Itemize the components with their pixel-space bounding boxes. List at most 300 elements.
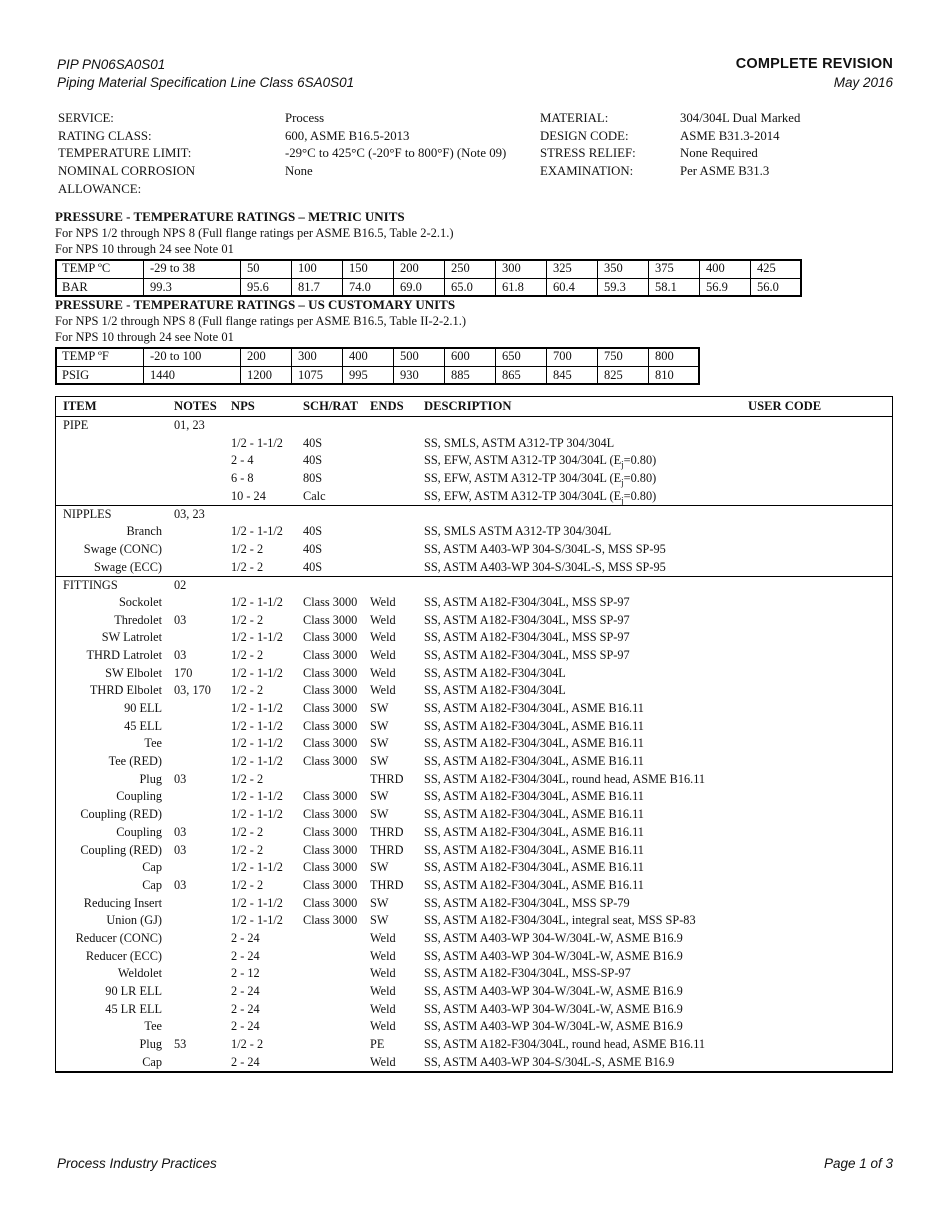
user-code-cell — [748, 948, 892, 966]
nps-cell: 2 - 24 — [231, 930, 260, 945]
spec-row — [56, 948, 892, 966]
ends-cell: Weld — [370, 930, 396, 945]
nps-cell: 2 - 12 — [231, 966, 260, 981]
user-code-cell — [748, 435, 892, 453]
spec-row — [56, 488, 892, 506]
item-cell: Coupling (RED) — [80, 842, 162, 857]
sch-rat-cell: Class 3000 — [303, 877, 358, 892]
value-cell: 300 — [292, 348, 343, 367]
value-cell: 930 — [394, 366, 445, 385]
nps-cell: 1/2 - 1-1/2 — [231, 594, 283, 609]
spec-row — [56, 1001, 892, 1019]
item-cell: Cap — [142, 877, 162, 892]
item-cell: Reducer (ECC) — [85, 948, 162, 963]
description-cell: SS, ASTM A403-WP 304-W/304L-W, ASME B16.9 — [424, 948, 683, 963]
notes-cell — [166, 895, 228, 913]
item-cell: Sockolet — [118, 594, 162, 609]
nps-cell: 2 - 24 — [231, 984, 260, 998]
spec-row — [56, 452, 892, 470]
notes-cell — [166, 930, 228, 948]
user-code-cell — [748, 718, 892, 736]
ends-cell: Weld — [370, 630, 396, 645]
value-cell: 400 — [700, 260, 751, 279]
value-cell: 69.0 — [394, 278, 445, 297]
desc-cell — [424, 417, 748, 435]
info-value: -29°C to 425°C (-20°F to 800°F) (Note 09) — [285, 146, 507, 161]
user-code-cell — [748, 965, 892, 983]
description-cell: SS, ASTM A182-F304/304L, MSS SP-79 — [424, 895, 630, 910]
column-header-user-code: USER CODE — [748, 399, 822, 413]
sch-rat-cell: 40S — [303, 524, 323, 539]
us-ratings-title: PRESSURE - TEMPERATURE RATINGS – US CUSTOMARY UNITS — [55, 297, 456, 312]
spec-row — [56, 1054, 892, 1072]
ends-cell: Weld — [370, 948, 396, 963]
sch-rat-cell: Class 3000 — [303, 665, 358, 680]
notes-cell: 03 — [174, 824, 187, 839]
item-cell: Swage (CONC) — [83, 541, 162, 556]
value-cell: 95.6 — [241, 278, 292, 297]
item-cell: Weldolet — [117, 966, 162, 981]
revision-date: May 2016 — [833, 74, 893, 90]
user-code-cell — [748, 559, 892, 577]
column-header-description: DESCRIPTION — [424, 399, 512, 413]
sch-rat-cell: Class 3000 — [303, 718, 358, 733]
value-cell: 650 — [496, 348, 547, 367]
info-value: None — [285, 164, 313, 179]
item-cell: 45 LR ELL — [105, 1001, 162, 1016]
doc-header — [57, 56, 893, 91]
section-name: FITTINGS — [63, 578, 118, 593]
value-cell: 1200 — [241, 366, 292, 385]
temp-row — [56, 260, 802, 279]
value-cell: -29 to 38 — [144, 260, 241, 279]
description-cell: SS, ASTM A182-F304/304L, ASME B16.11 — [424, 877, 644, 892]
doc-title: Piping Material Specification Line Class 6SA0S01 — [57, 74, 355, 90]
notes-cell — [166, 859, 228, 877]
sch-cell — [298, 577, 370, 595]
sch-rat-cell: Class 3000 — [303, 594, 358, 609]
description-cell: SS, ASTM A182-F304/304L, ASME B16.11 — [424, 736, 644, 751]
sch-rat-cell: Class 3000 — [303, 913, 358, 928]
sch-rat-cell — [298, 930, 370, 948]
user-code-cell — [748, 895, 892, 913]
section-row — [56, 576, 892, 594]
value-cell: 61.8 — [496, 278, 547, 297]
sch-rat-cell: Class 3000 — [303, 842, 358, 857]
value-cell: 400 — [343, 348, 394, 367]
description-cell: SS, ASTM A182-F304/304L, ASME B16.11 — [424, 807, 644, 822]
user-code-cell — [748, 1018, 892, 1036]
notes-cell — [166, 912, 228, 930]
nps-cell: 1/2 - 1-1/2 — [231, 754, 283, 769]
description-cell: SS, ASTM A403-WP 304-S/304L-S, MSS SP-95 — [424, 559, 666, 574]
section-name: PIPE — [63, 418, 89, 432]
item-cell: Coupling (RED) — [80, 807, 162, 822]
description-cell: SS, ASTM A182-F304/304L — [424, 683, 566, 698]
description-cell: SS, ASTM A182-F304/304L — [424, 665, 566, 680]
description-cell: SS, ASTM A182-F304/304L, MSS SP-97 — [424, 630, 630, 645]
sch-rat-cell: 80S — [303, 471, 323, 486]
spec-row — [56, 665, 892, 683]
user-code-cell — [748, 700, 892, 718]
user-code-cell — [748, 612, 892, 630]
value-cell: 99.3 — [144, 278, 241, 297]
item-cell: Coupling — [116, 824, 162, 839]
spec-row — [56, 788, 892, 806]
ends-cell: Weld — [370, 683, 396, 698]
nps-cell: 1/2 - 2 — [231, 541, 264, 556]
spec-row — [56, 983, 892, 1001]
user-code-cell — [748, 541, 892, 559]
spec-row — [56, 629, 892, 647]
nps-cell — [228, 506, 298, 524]
nps-cell: 1/2 - 2 — [231, 683, 264, 698]
sch-rat-cell: 40S — [303, 541, 323, 556]
notes-cell: 03 — [174, 612, 187, 627]
nps-cell: 1/2 - 1-1/2 — [231, 789, 283, 804]
description-cell: SS, ASTM A182-F304/304L, integral seat, MSS SP-83 — [424, 913, 696, 928]
description-cell: SS, ASTM A403-WP 304-S/304L-S, ASME B16.9 — [424, 1054, 675, 1069]
value-cell: -20 to 100 — [144, 348, 241, 367]
notes-cell: 170 — [174, 665, 193, 680]
nps-cell — [228, 417, 298, 435]
nps-cell: 2 - 24 — [231, 1054, 260, 1069]
value-cell: 425 — [751, 260, 802, 279]
nps-cell: 1/2 - 2 — [231, 647, 264, 662]
ends-cell — [370, 506, 424, 524]
spec-row — [56, 842, 892, 860]
value-cell: 600 — [445, 348, 496, 367]
ends-cell: SW — [370, 789, 389, 804]
ends-cell: SW — [370, 860, 389, 875]
spec-row — [56, 859, 892, 877]
metric-ratings-section — [55, 209, 802, 297]
sch-rat-cell: Class 3000 — [303, 789, 358, 804]
spec-row — [56, 877, 892, 895]
us-note-1: For NPS 1/2 through NPS 8 (Full flange ratings per ASME B16.5, Table II-2-2.1.) — [55, 314, 467, 328]
sch-rat-cell: Class 3000 — [303, 895, 358, 910]
notes-cell — [166, 559, 228, 577]
spec-row — [56, 930, 892, 948]
ends-cell — [370, 577, 424, 595]
spec-row — [56, 965, 892, 983]
sch-rat-cell: 40S — [303, 559, 323, 574]
sch-rat-cell: Class 3000 — [303, 754, 358, 769]
value-cell: 59.3 — [598, 278, 649, 297]
description-cell: SS, EFW, ASTM A312-TP 304/304L $(E_j=0.80)$ — [424, 488, 657, 506]
metric-ratings-title: PRESSURE - TEMPERATURE RATINGS – METRIC UNITS — [55, 209, 405, 224]
spec-row — [56, 541, 892, 559]
item-cell: Reducing Insert — [83, 895, 162, 910]
section-name: NIPPLES — [63, 507, 112, 522]
value-cell: 200 — [394, 260, 445, 279]
ends-cell: Weld — [370, 594, 396, 609]
info-label: EXAMINATION: — [540, 164, 634, 179]
notes-cell — [166, 541, 228, 559]
spec-row — [56, 470, 892, 488]
description-cell: SS, ASTM A182-F304/304L, MSS SP-97 — [424, 647, 630, 662]
piping-spec-table — [55, 396, 893, 1073]
ends-cell: SW — [370, 736, 389, 751]
item-cell: 45 ELL — [124, 718, 162, 733]
revision-status: COMPLETE REVISION — [735, 56, 893, 72]
spec-row — [56, 1036, 892, 1054]
doc-number: PIP PN06SA0S01 — [57, 57, 166, 72]
ends-cell: Weld — [370, 1019, 396, 1034]
item-cell — [56, 435, 166, 453]
user-code-cell — [748, 753, 892, 771]
notes-cell: 03 — [174, 842, 187, 857]
sch-cell — [298, 506, 370, 524]
spec-row — [56, 718, 892, 736]
sch-rat-cell — [298, 965, 370, 983]
item-cell: SW Latrolet — [101, 630, 162, 645]
ends-cell: Weld — [370, 647, 396, 662]
value-cell: 500 — [394, 348, 445, 367]
nps-cell: 1/2 - 2 — [231, 771, 264, 786]
ends-cell: SW — [370, 913, 389, 928]
value-cell: 58.1 — [649, 278, 700, 297]
value-cell: 65.0 — [445, 278, 496, 297]
ends-cell — [370, 541, 424, 559]
user-code-cell — [748, 665, 892, 683]
value-cell: 100 — [292, 260, 343, 279]
description-cell: SS, ASTM A182-F304/304L, round head, ASME B16.11 — [424, 771, 706, 786]
ends-cell: THRD — [370, 824, 404, 839]
notes-cell — [166, 753, 228, 771]
value-cell: 150 — [343, 260, 394, 279]
us-note-2: For NPS 10 through 24 see Note 01 — [55, 330, 234, 344]
value-cell: 56.0 — [751, 278, 802, 297]
notes-cell — [166, 718, 228, 736]
nps-cell: 1/2 - 1-1/2 — [231, 524, 283, 539]
notes-cell: 03 — [174, 647, 187, 662]
spec-row — [56, 895, 892, 913]
sch-rat-cell: 40S — [303, 435, 323, 450]
value-cell: 325 — [547, 260, 598, 279]
row-label-cell: PSIG — [56, 366, 144, 385]
description-cell: SS, ASTM A403-WP 304-W/304L-W, ASME B16.9 — [424, 984, 683, 998]
value-cell: 74.0 — [343, 278, 394, 297]
nps-cell: 1/2 - 1-1/2 — [231, 718, 283, 733]
spec-row — [56, 753, 892, 771]
description-cell: SS, ASTM A182-F304/304L, MSS-SP-97 — [424, 966, 631, 981]
page-footer — [57, 1156, 893, 1171]
user-code-cell — [748, 824, 892, 842]
doc-id-block — [57, 56, 354, 91]
spec-row — [56, 1018, 892, 1036]
sch-rat-cell: Class 3000 — [303, 807, 358, 822]
column-header-item: ITEM — [63, 399, 97, 413]
revision-block — [736, 56, 893, 91]
user-cell — [748, 417, 892, 435]
description-cell: SS, ASTM A182-F304/304L, ASME B16.11 — [424, 860, 644, 875]
sch-rat-cell: Class 3000 — [303, 612, 358, 627]
notes-cell — [166, 1054, 228, 1072]
section-notes: 01, 23 — [174, 418, 205, 432]
notes-cell — [166, 965, 228, 983]
item-cell: Cap — [142, 1054, 162, 1069]
nps-cell: 1/2 - 2 — [231, 612, 264, 627]
user-code-cell — [748, 647, 892, 665]
ends-cell: THRD — [370, 771, 404, 786]
user-code-cell — [748, 842, 892, 860]
notes-cell — [166, 735, 228, 753]
nps-cell: 1/2 - 1-1/2 — [231, 630, 283, 645]
metric-ratings-table — [55, 259, 802, 297]
spec-row — [56, 435, 892, 453]
value-cell: 200 — [241, 348, 292, 367]
user-code-cell — [748, 735, 892, 753]
info-value: None Required — [680, 146, 758, 161]
notes-cell: 53 — [174, 1037, 187, 1052]
user-code-cell — [748, 594, 892, 612]
ends-cell: SW — [370, 895, 389, 910]
value-cell: 845 — [547, 366, 598, 385]
sch-rat-cell — [298, 771, 370, 789]
info-value: 600, ASME B16.5-2013 — [285, 128, 410, 143]
item-cell: Plug — [139, 1037, 162, 1052]
description-cell: SS, SMLS, ASTM A312-TP 304/304L — [424, 435, 615, 450]
user-code-cell — [748, 1001, 892, 1019]
column-header-ends: ENDS — [370, 399, 404, 413]
nps-cell: 1/2 - 1-1/2 — [231, 807, 283, 822]
sch-rat-cell: Class 3000 — [303, 683, 358, 698]
spec-row — [56, 647, 892, 665]
value-cell: 825 — [598, 366, 649, 385]
value-cell: 800 — [649, 348, 700, 367]
description-cell: SS, ASTM A182-F304/304L, ASME B16.11 — [424, 842, 644, 857]
description-cell: SS, ASTM A403-WP 304-W/304L-W, ASME B16.9 — [424, 930, 683, 945]
section-row — [56, 417, 892, 435]
sch-rat-cell: 40S — [303, 453, 323, 468]
user-code-cell — [748, 983, 892, 1001]
user-code-cell — [748, 912, 892, 930]
ends-cell — [370, 417, 424, 435]
section-notes: 02 — [174, 578, 187, 593]
description-cell: SS, SMLS ASTM A312-TP 304/304L — [424, 524, 612, 539]
ends-cell: SW — [370, 807, 389, 822]
sch-cell — [298, 417, 370, 435]
description-cell: SS, ASTM A182-F304/304L, ASME B16.11 — [424, 701, 644, 715]
sch-rat-cell — [298, 1001, 370, 1019]
pressure-row — [56, 366, 700, 385]
spec-info-block — [58, 110, 894, 199]
info-value: 304/304L Dual Marked — [680, 111, 801, 125]
item-cell: Reducer (CONC) — [75, 930, 162, 945]
nps-cell: 1/2 - 2 — [231, 824, 264, 839]
row-label-cell: TEMP ºF — [56, 348, 144, 367]
description-cell: SS, ASTM A403-WP 304-S/304L-S, MSS SP-95 — [424, 541, 666, 556]
column-header-nps: NPS — [231, 399, 255, 413]
nps-cell: 2 - 24 — [231, 1001, 260, 1016]
nps-cell: 1/2 - 1-1/2 — [231, 665, 283, 680]
user-code-cell — [748, 788, 892, 806]
spec-row — [56, 771, 892, 789]
description-cell: SS, ASTM A182-F304/304L, ASME B16.11 — [424, 754, 644, 769]
desc-cell — [424, 506, 748, 524]
notes-cell — [166, 948, 228, 966]
item-cell: Union (GJ) — [106, 913, 162, 928]
ends-cell — [370, 559, 424, 577]
user-code-cell — [748, 1054, 892, 1072]
ends-cell: SW — [370, 701, 389, 715]
nps-cell: 10 - 24 — [231, 488, 266, 503]
spec-row — [56, 735, 892, 753]
us-ratings-section — [55, 297, 700, 385]
value-cell: 885 — [445, 366, 496, 385]
ends-cell — [370, 435, 424, 453]
value-cell: 995 — [343, 366, 394, 385]
spec-row — [56, 523, 892, 541]
value-cell: 350 — [598, 260, 649, 279]
column-header-sch-rat: SCH/RAT — [303, 399, 359, 413]
value-cell: 81.7 — [292, 278, 343, 297]
us-ratings-table — [55, 347, 700, 385]
item-cell: Thredolet — [114, 612, 162, 627]
description-cell: SS, ASTM A182-F304/304L, ASME B16.11 — [424, 789, 644, 804]
spec-row — [56, 824, 892, 842]
value-cell: 250 — [445, 260, 496, 279]
sch-rat-cell: Class 3000 — [303, 824, 358, 839]
nps-cell: 1/2 - 2 — [231, 842, 264, 857]
spec-row — [56, 612, 892, 630]
value-cell: 750 — [598, 348, 649, 367]
section-row — [56, 505, 892, 523]
ends-cell: THRD — [370, 877, 404, 892]
info-value: Per ASME B31.3 — [680, 164, 770, 179]
nps-cell: 2 - 4 — [231, 453, 254, 468]
spec-row — [56, 806, 892, 824]
section-notes: 03, 23 — [174, 507, 205, 522]
notes-cell — [166, 983, 228, 1001]
info-value: ASME B31.3-2014 — [680, 128, 780, 143]
nps-cell: 1/2 - 2 — [231, 559, 264, 574]
item-cell: Swage (ECC) — [94, 559, 162, 574]
notes-cell — [166, 788, 228, 806]
user-code-cell — [748, 771, 892, 789]
metric-note-1: For NPS 1/2 through NPS 8 (Full flange ratings per ASME B16.5, Table 2-2.1.) — [55, 226, 454, 240]
spec-row — [56, 912, 892, 930]
spec-row — [56, 700, 892, 718]
value-cell: 865 — [496, 366, 547, 385]
description-cell: SS, ASTM A182-F304/304L, round head, ASME B16.11 — [424, 1037, 706, 1052]
row-label-cell: BAR — [56, 278, 144, 297]
user-cell — [748, 506, 892, 524]
value-cell: 375 — [649, 260, 700, 279]
value-cell: 700 — [547, 348, 598, 367]
notes-cell — [166, 1018, 228, 1036]
value-cell: 810 — [649, 366, 700, 385]
user-code-cell — [748, 629, 892, 647]
description-cell: SS, ASTM A182-F304/304L, ASME B16.11 — [424, 824, 644, 839]
nps-cell: 1/2 - 1-1/2 — [231, 895, 283, 910]
sch-rat-cell: Class 3000 — [303, 860, 358, 875]
description-cell: SS, ASTM A403-WP 304-W/304L-W, ASME B16.9 — [424, 1019, 683, 1034]
notes-cell: 03, 170 — [174, 683, 211, 698]
notes-cell — [166, 806, 228, 824]
footer-page-number: Page 1 of 3 — [823, 1156, 893, 1171]
item-cell: THRD Latrolet — [86, 647, 162, 662]
nps-cell: 1/2 - 2 — [231, 877, 264, 892]
notes-cell — [166, 594, 228, 612]
nps-cell: 2 - 24 — [231, 1019, 260, 1034]
sch-rat-cell: Class 3000 — [303, 630, 358, 645]
pressure-row — [56, 278, 802, 297]
info-value: Process — [285, 111, 325, 125]
sch-rat-cell — [298, 948, 370, 966]
spec-row — [56, 559, 892, 577]
